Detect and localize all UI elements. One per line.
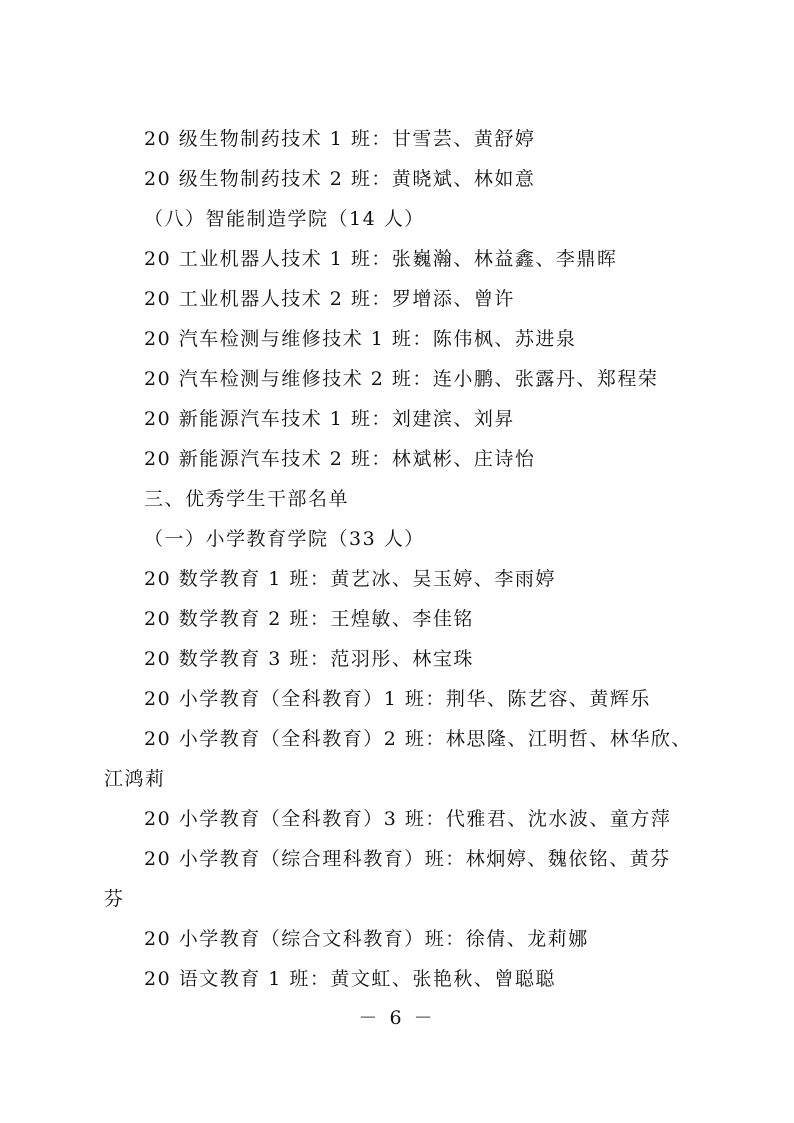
- section-heading: （一）小学教育学院（33 人）: [144, 528, 425, 550]
- list-item: 20 小学教育（全科教育）1 班：荆华、陈艺容、黄辉乐: [144, 688, 651, 710]
- list-item-continuation: 江鸿莉: [104, 768, 166, 790]
- list-item: 20 数学教育 2 班：王煌敏、李佳铭: [144, 608, 474, 630]
- list-item: 20 汽车检测与维修技术 2 班：连小鹏、张露丹、郑程荣: [144, 368, 659, 390]
- list-item: 20 新能源汽车技术 2 班：林斌彬、庄诗怡: [144, 448, 536, 470]
- list-item: 20 语文教育 1 班：黄文虹、张艳秋、曾聪聪: [144, 968, 556, 990]
- section-heading: 三、优秀学生干部名单: [144, 488, 350, 510]
- page-number: － 6 －: [358, 1007, 436, 1029]
- list-item: 20 数学教育 3 班：范羽彤、林宝珠: [144, 648, 474, 670]
- list-item: 20 工业机器人技术 1 班：张巍瀚、林益鑫、李鼎晖: [144, 248, 618, 270]
- list-item: 20 工业机器人技术 2 班：罗增添、曾许: [144, 288, 515, 310]
- list-item: 20 级生物制药技术 2 班：黄晓斌、林如意: [144, 168, 536, 190]
- list-item: 20 数学教育 1 班：黄艺冰、吴玉婷、李雨婷: [144, 568, 556, 590]
- list-item: 20 汽车检测与维修技术 1 班：陈伟枫、苏进泉: [144, 328, 577, 350]
- list-item: 20 小学教育（全科教育）3 班：代雅君、沈水波、童方萍: [144, 808, 672, 830]
- list-item: 20 小学教育（综合文科教育）班：徐倩、龙莉娜: [144, 928, 589, 950]
- list-item-continuation: 芬: [104, 888, 125, 910]
- list-item: 20 小学教育（综合理科教育）班：林炯婷、魏依铭、黄芬: [144, 848, 671, 870]
- list-item: 20 小学教育（全科教育）2 班：林思隆、江明哲、林华欣、: [144, 728, 692, 750]
- section-heading: （八）智能制造学院（14 人）: [144, 208, 425, 230]
- list-item: 20 级生物制药技术 1 班：甘雪芸、黄舒婷: [144, 128, 536, 150]
- list-item: 20 新能源汽车技术 1 班：刘建滨、刘昇: [144, 408, 515, 430]
